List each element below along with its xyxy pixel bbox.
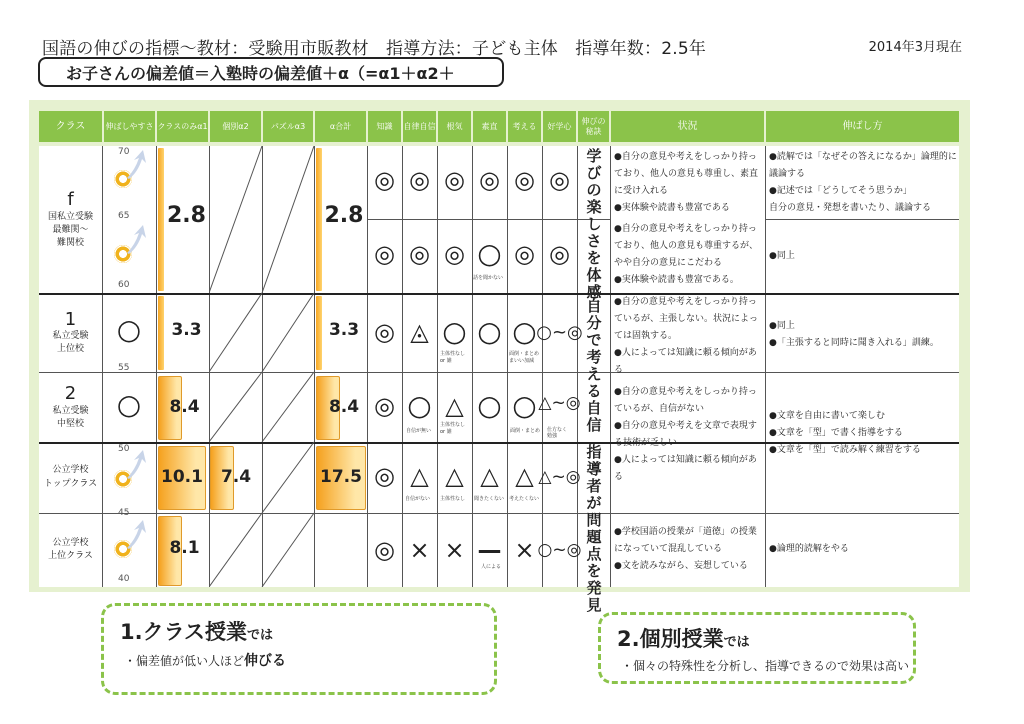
mark: ○ [442,315,467,348]
box1-body: ・偏差値が低い人ほど [124,654,245,668]
mark: △ [515,462,534,490]
mark: × [514,536,535,564]
header-method: 伸ばし方 [766,111,959,142]
mark: — [477,536,502,564]
method-1: ●読解では「なぜその答えになるか」論理的に議論する ●記述では「どうしてそう思うか」 自分の意見・発想を書いたり、議論する [769,152,957,213]
mark: × [409,536,430,564]
mark: △ [410,462,429,490]
mark: ◎ [409,166,430,194]
box1-title: 1.クラス授業 [120,620,247,644]
indicator-table [29,100,970,614]
empty-diagonals [209,146,315,587]
header-a1: クラスのみα1 [157,111,208,142]
date-label: 2014年3月現在 [868,40,962,55]
header-knowledge: 知識 [368,111,401,142]
a1-value-f: 2.8 [167,202,206,228]
a1-value-4: 8.1 [169,538,200,558]
method-5: ●論理的読解をやる [769,544,849,554]
scale-70: 70 [118,147,130,157]
mark: ◎ [374,240,395,268]
header-think: 考える [508,111,541,142]
note: 主体性なし [440,496,466,502]
mark: △ [445,392,464,420]
mark: ◎ [374,392,395,420]
mark: △ [445,462,464,490]
class-public-top: 公立学校 トップクラス [43,465,98,489]
note: 主体性なし or 雑 [440,351,466,364]
status-1: ●自分の意見や考えをしっかり持っており、他人の意見も尊重し、素直に受け入れる ●実体験や読書も豊富である [614,152,759,213]
note: 考えたくない [509,496,540,502]
secret-3: 指導者が問題点を発見 [586,443,602,614]
sum-value-1: 3.3 [328,320,360,340]
ease-mark-2: ○ [116,388,142,421]
rising-arrow-icon [125,150,149,180]
status-4: ●自分の意見や考えをしっかり持っているが、自信がない ●自分の意見や考えを文章で表現する技術が乏しい ●人によっては知識に頼る傾向がある [614,387,757,482]
mark: ○~◎ [537,539,582,560]
header-autonomy: 自律自信 [403,111,436,142]
note: 自信が無い [406,428,432,434]
header-sum: α合計 [315,111,366,142]
mark: △~◎ [538,392,581,413]
secret-1: 学びの楽しさを体感 [586,147,602,301]
rising-arrow-icon [125,450,149,480]
mark: ◎ [444,240,465,268]
scale-65: 65 [118,211,130,221]
method-4: ●文章を自由に書いて楽しむ ●文章を「型」で書く指導をする ●文章を「型」で読み解く練習をする [769,411,921,455]
class-2: 2 私立受験 中堅校 [52,383,89,429]
mark: ◎ [374,462,395,490]
note: 自信がない [405,496,431,502]
a1-value-2: 8.4 [169,397,200,417]
header-a2: 個別α2 [210,111,261,142]
header-curiosity: 好学心 [543,111,576,142]
mark: × [444,536,465,564]
box2-body: ・個々の特殊性を分析し、指導できるので効果は高い [621,659,910,673]
mark: ◎ [549,166,570,194]
mark: ○ [477,237,502,270]
mark: ○ [477,315,502,348]
status-3: ●自分の意見や考えをしっかり持っているが、主張しない。状況によっては固執する。 ●人によっては知識に頼る傾向がある [614,297,759,375]
rising-arrow-icon [125,520,149,550]
note: 人による [481,564,502,570]
note: 話を聞かない [473,275,504,281]
individual-lesson-box: 2.個別授業では ・個々の特殊性を分析し、指導できるので効果は高い [598,612,916,684]
a2-value-3: 7.4 [220,467,252,487]
scale-60: 60 [118,280,130,290]
note: 仕方なく 勉強 [547,427,568,439]
a1-value-3: 10.1 [161,467,203,487]
status-5: ●学校国語の授業が「道徳」の授業になっていて混乱している ●文を読みながら、妄想している [614,527,757,571]
class-1: 1 私立受験 上位校 [52,308,89,355]
mark: ◎ [549,240,570,268]
sum-value-2: 8.4 [328,397,360,417]
formula-box: お子さんの偏差値＝入塾時の偏差値＋α（=α1＋α2＋ [38,57,504,87]
header-status: 状況 [611,111,764,142]
class-f: f 国私立受験 最難関～ 難関校 [47,189,93,248]
mark: ○ [512,389,537,422]
note: 聞きたくない [474,496,505,502]
note: 面倒・まとめ まいい加減 [509,351,540,364]
page-title: 国語の伸びの指標～教材：受験用市販教材 指導方法：子ども主体 指導年数：2.5年 [42,39,707,59]
mark: ◎ [444,166,465,194]
note: 面倒・まとめ [510,428,541,434]
mark: ◎ [479,166,500,194]
secret-2: 自分で考える自信 [586,297,602,434]
mark: ◎ [374,318,395,346]
ease-mark-1: ○ [116,313,142,346]
mark: ◎ [374,166,395,194]
status-2: ●自分の意見や考えをしっかり持っており、他人の意見も尊重するが、やや自分の意見にこだわる ●実体験や読書も豊富である。 [614,224,759,285]
class-public-upper: 公立学校 上位クラス [48,537,93,561]
method-2: ●同上 [769,251,795,261]
mark: ◎ [514,240,535,268]
note: 主体性なし or 雑 [440,422,466,435]
method-3: ●同上 ●「主張すると同時に聞き入れる」訓練。 [769,321,939,348]
sum-value-f: 2.8 [324,202,364,228]
header-ease: 伸ばしやすさ [104,111,155,142]
mark: ◎ [514,166,535,194]
a1-value-1: 3.3 [171,320,202,340]
header-patience: 根気 [438,111,471,142]
mark: △ [480,462,499,490]
header-a3: パズルα3 [263,111,313,142]
mark: ◎ [409,240,430,268]
header-secret: 伸びの秘訣 [578,111,609,142]
mark: ○ [512,315,537,348]
scale-55: 55 [118,363,130,373]
header-class: クラス [39,111,102,142]
scale-45: 45 [118,508,130,518]
mark: △~◎ [538,466,581,487]
mark: ◬ [410,318,429,346]
header-honest: 素直 [473,111,506,142]
mark: ○ [477,389,502,422]
scale-50: 50 [118,444,130,454]
scale-40: 40 [118,574,130,584]
mark: ◎ [374,536,395,564]
mark: ○ [407,389,432,422]
rising-arrow-icon [125,225,149,255]
sum-value-3: 17.5 [320,467,362,487]
box2-title: 2.個別授業 [617,627,724,651]
mark: ○~◎ [536,322,583,343]
class-lesson-box: 1.クラス授業では ・偏差値が低い人ほど伸びる [101,603,497,695]
